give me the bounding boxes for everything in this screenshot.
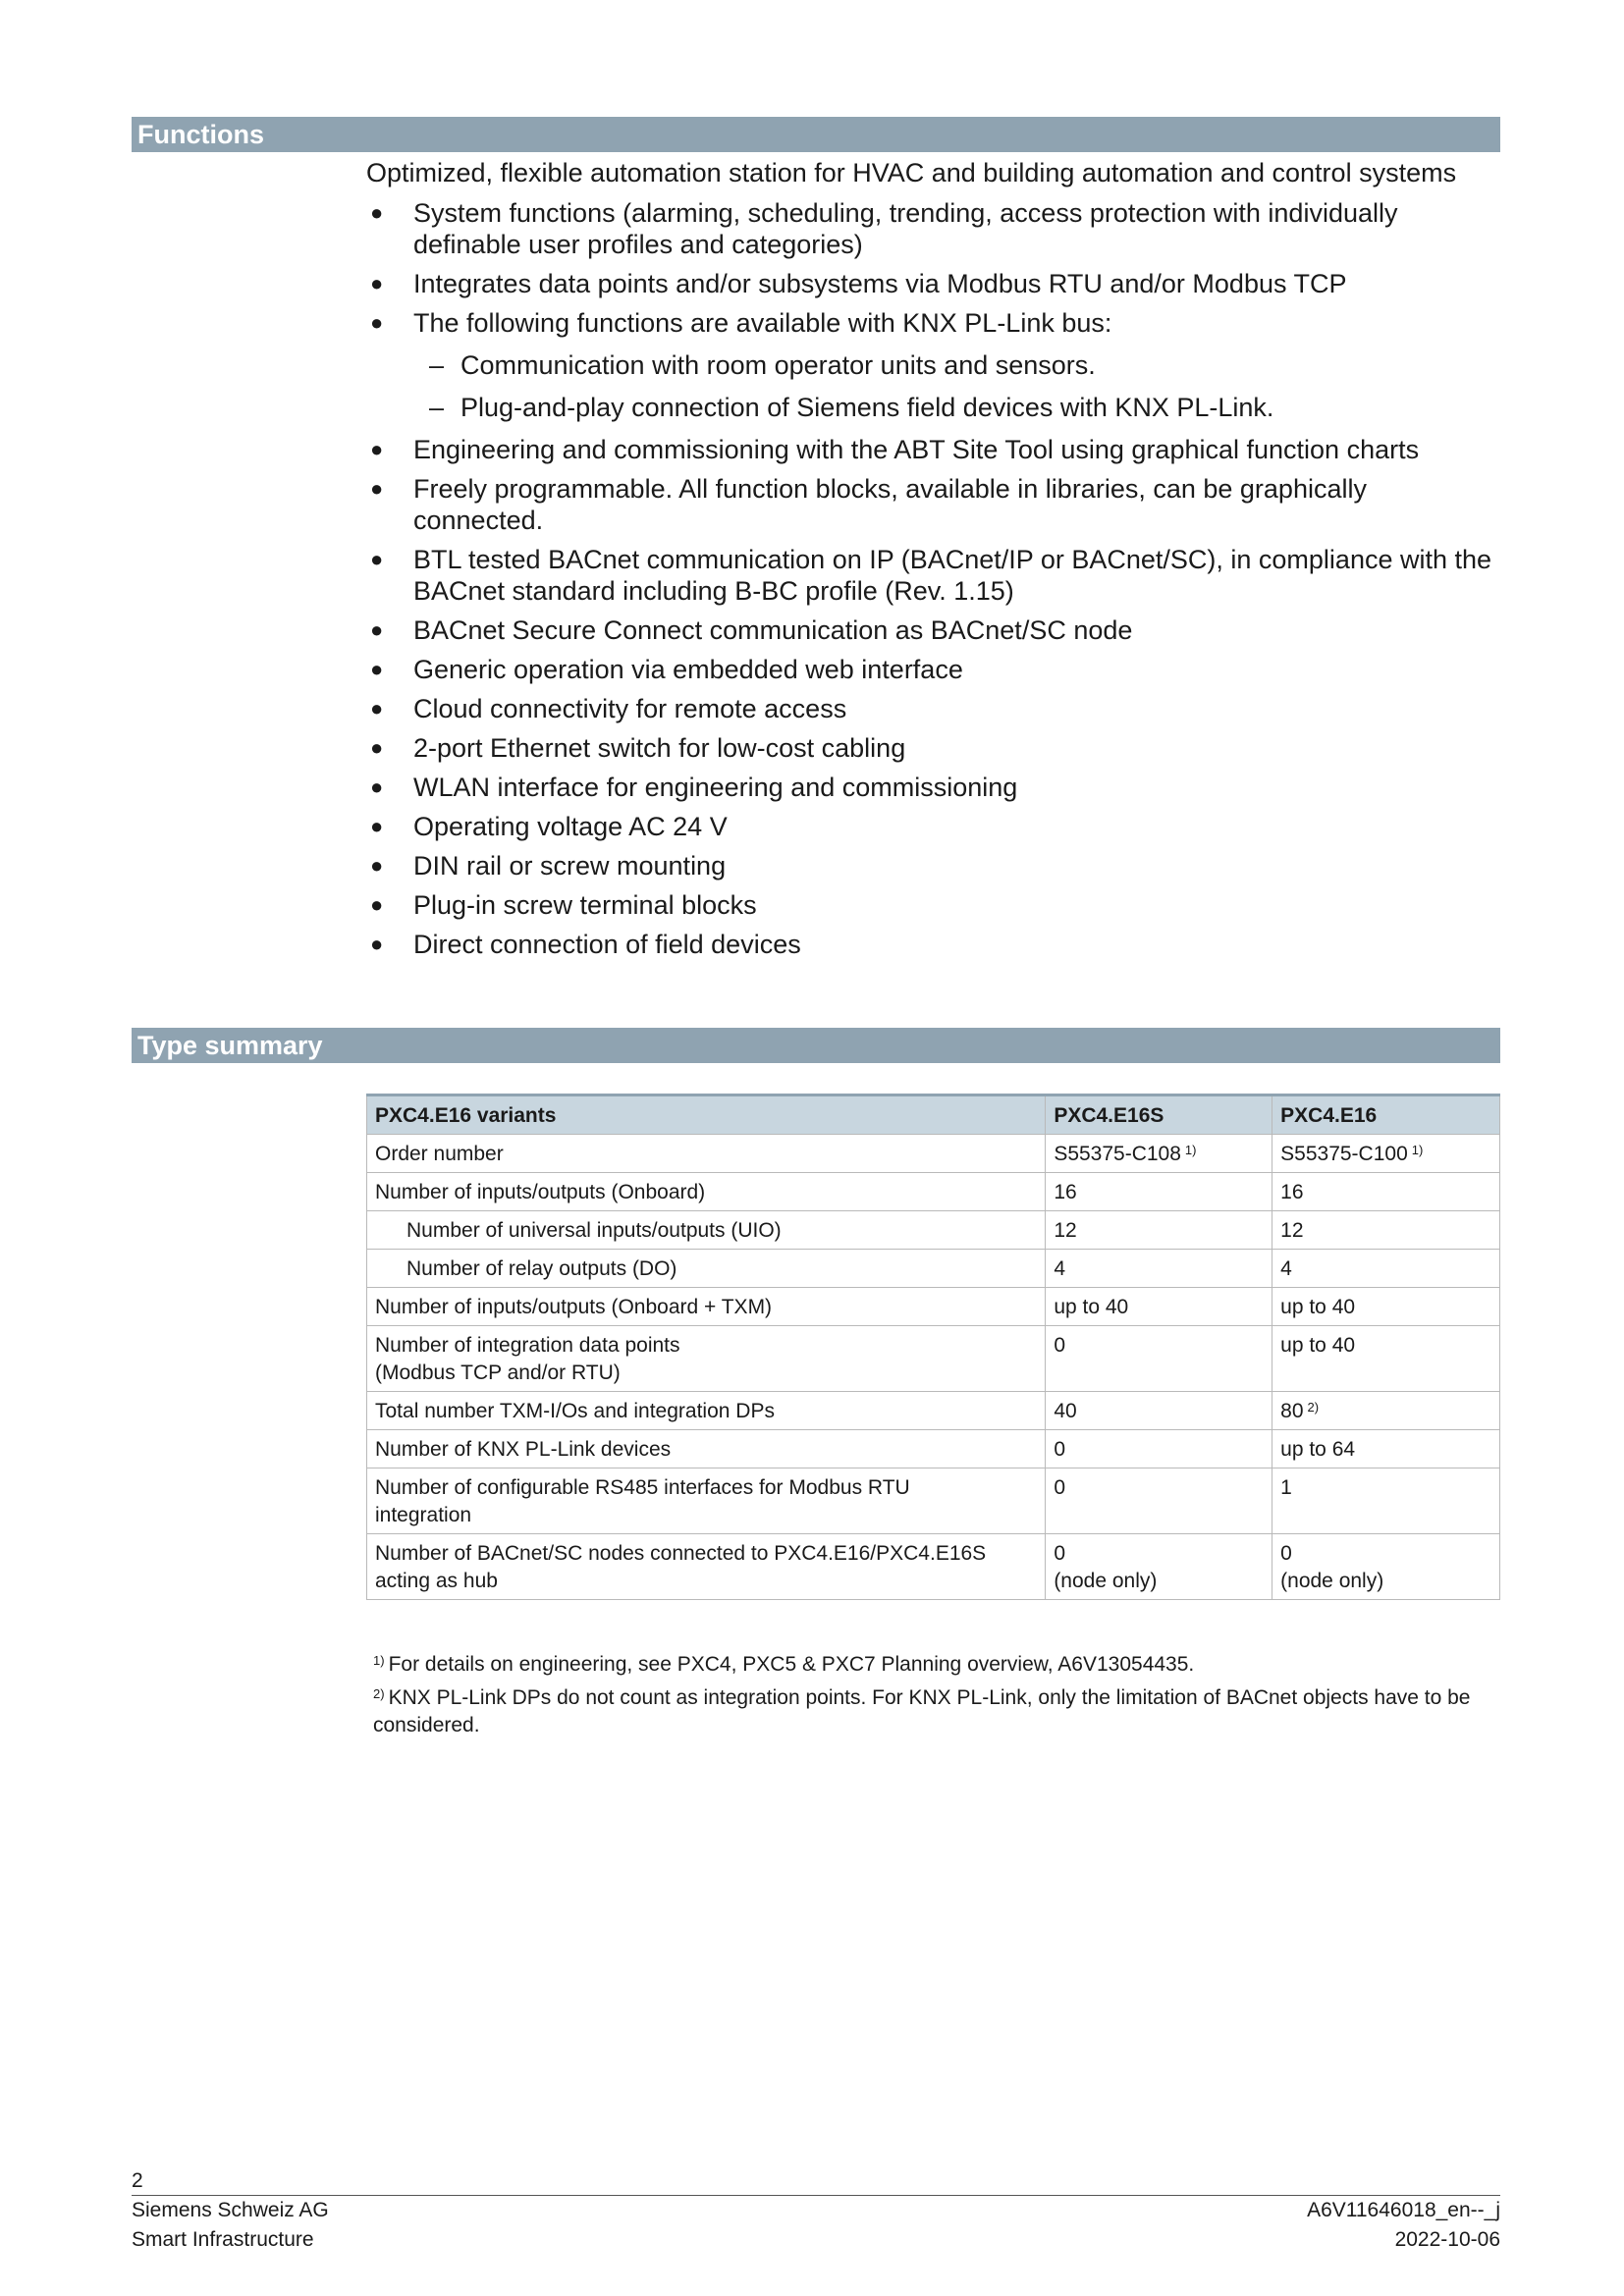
section-heading-type-summary: Type summary [132,1028,1500,1063]
row-label-line: Number of BACnet/SC nodes connected to PXC4.E16/PXC4.E16S [375,1542,987,1565]
cell-line: (node only) [1054,1570,1158,1592]
type-summary-table [366,1094,1500,1600]
list-item: ● Integrates data points and/or subsystems via Modbus RTU and/or Modbus TCP [366,268,1500,299]
section-heading-functions: Functions [132,117,1500,152]
table-cell: 0 [1046,1430,1272,1468]
row-label [367,1534,1046,1600]
table-cell [1272,1534,1500,1600]
table-cell: 12 [1046,1211,1272,1250]
row-label: Number of universal inputs/outputs (UIO) [367,1211,1046,1250]
list-item-knx [366,307,1500,423]
footnote-mark: 1) [373,1653,385,1668]
table-row [367,1211,1500,1250]
row-label: Number of inputs/outputs (Onboard) [367,1173,1046,1211]
list-item: ● System functions (alarming, scheduling, trending, access protection with individually definable user profiles and categories) [366,197,1500,260]
table-row [367,1250,1500,1288]
table-cell: up to 40 [1272,1326,1500,1392]
row-label [367,1326,1046,1392]
table-cell: 4 [1046,1250,1272,1288]
cell-line: 0 [1054,1542,1065,1565]
footer-right [1307,2197,1500,2256]
table-cell: 16 [1272,1173,1500,1211]
row-label: Total number TXM-I/Os and integration DPs [367,1392,1046,1430]
list-item: ● WLAN interface for engineering and commissioning [366,772,1500,803]
list-item: ● Operating voltage AC 24 V [366,811,1500,842]
column-header: PXC4.E16 variants [367,1095,1046,1135]
list-item: ● Engineering and commissioning with the ABT Site Tool using graphical function charts [366,434,1500,465]
table-cell: 16 [1046,1173,1272,1211]
list-item: ● Plug-in screw terminal blocks [366,889,1500,921]
row-label-line: Number of configurable RS485 interfaces for Modbus RTU [375,1476,910,1499]
cell-value: 80 [1280,1400,1304,1422]
table-cell: 0 [1046,1468,1272,1534]
knx-sublist [413,349,1500,423]
table-cell: 0 [1046,1326,1272,1392]
footer-divider [132,2195,1500,2196]
division-name: Smart Infrastructure [132,2228,314,2251]
footer-left [132,2197,329,2256]
type-summary-table-wrapper [366,1094,1500,1600]
list-item: ● Direct connection of field devices [366,929,1500,960]
column-header: PXC4.E16 [1272,1095,1500,1135]
row-label-line: acting as hub [375,1570,498,1592]
table-row [367,1468,1500,1534]
company-name: Siemens Schweiz AG [132,2199,329,2221]
column-header: PXC4.E16S [1046,1095,1272,1135]
cell-line: 0 [1280,1542,1292,1565]
row-label [367,1468,1046,1534]
row-label-line: Number of integration data points [375,1334,680,1357]
functions-content [366,157,1500,968]
table-cell: 1 [1272,1468,1500,1534]
row-label-line: (Modbus TCP and/or RTU) [375,1362,621,1384]
sublist-item: – Communication with room operator units and sensors. [413,349,1500,381]
table-cell: up to 40 [1272,1288,1500,1326]
list-item: ● 2-port Ethernet switch for low-cost cabling [366,732,1500,764]
table-row [367,1135,1500,1173]
table-row [367,1173,1500,1211]
table-header-row [367,1095,1500,1135]
footnote-ref: 1) [1184,1143,1197,1157]
footnotes [373,1651,1492,1745]
footnote [373,1684,1492,1739]
cell-value: S55375-C108 [1054,1143,1181,1165]
cell-line: (node only) [1280,1570,1384,1592]
table-cell: 4 [1272,1250,1500,1288]
footnote-ref: 2) [1307,1400,1320,1415]
footnote-ref: 1) [1411,1143,1424,1157]
table-row [367,1392,1500,1430]
functions-intro: Optimized, flexible automation station for HVAC and building automation and control systems [366,158,1457,187]
table-cell: up to 40 [1046,1288,1272,1326]
list-item: ● BACnet Secure Connect communication as BACnet/SC node [366,614,1500,646]
table-cell [1272,1392,1500,1430]
footnote-text: KNX PL-Link DPs do not count as integration points. For KNX PL-Link, only the limitation of BACnet objects have to be considered. [373,1686,1471,1736]
table-cell [1046,1135,1272,1173]
row-label: Number of inputs/outputs (Onboard + TXM) [367,1288,1046,1326]
footnote-mark: 2) [373,1686,385,1701]
functions-list [366,197,1500,960]
table-cell: 40 [1046,1392,1272,1430]
row-label: Order number [367,1135,1046,1173]
table-row [367,1326,1500,1392]
cell-value: S55375-C100 [1280,1143,1408,1165]
table-row [367,1288,1500,1326]
list-item: ● Cloud connectivity for remote access [366,693,1500,724]
footnote [373,1651,1492,1679]
row-label-line: integration [375,1504,472,1526]
list-item: ● BTL tested BACnet communication on IP (BACnet/IP or BACnet/SC), in compliance with the BACnet standard including B-BC profile (Rev. 1.15) [366,544,1500,607]
table-cell [1272,1135,1500,1173]
list-item: ● Freely programmable. All function blocks, available in libraries, can be graphically connected. [366,473,1500,536]
page-number: 2 [132,2169,143,2192]
footnote-text: For details on engineering, see PXC4, PXC5 & PXC7 Planning overview, A6V13054435. [388,1653,1195,1676]
list-item: ● DIN rail or screw mounting [366,850,1500,881]
document-id: A6V11646018_en--_j [1307,2199,1500,2221]
document-date: 2022-10-06 [1394,2228,1500,2251]
table-cell: 12 [1272,1211,1500,1250]
table-row [367,1430,1500,1468]
list-item-text: The following functions are available with KNX PL-Link bus: [413,308,1112,338]
row-label: Number of KNX PL-Link devices [367,1430,1046,1468]
row-label: Number of relay outputs (DO) [367,1250,1046,1288]
list-item: ● Generic operation via embedded web interface [366,654,1500,685]
sublist-item: – Plug-and-play connection of Siemens field devices with KNX PL-Link. [413,392,1500,423]
table-cell [1046,1534,1272,1600]
table-cell: up to 64 [1272,1430,1500,1468]
table-row [367,1534,1500,1600]
